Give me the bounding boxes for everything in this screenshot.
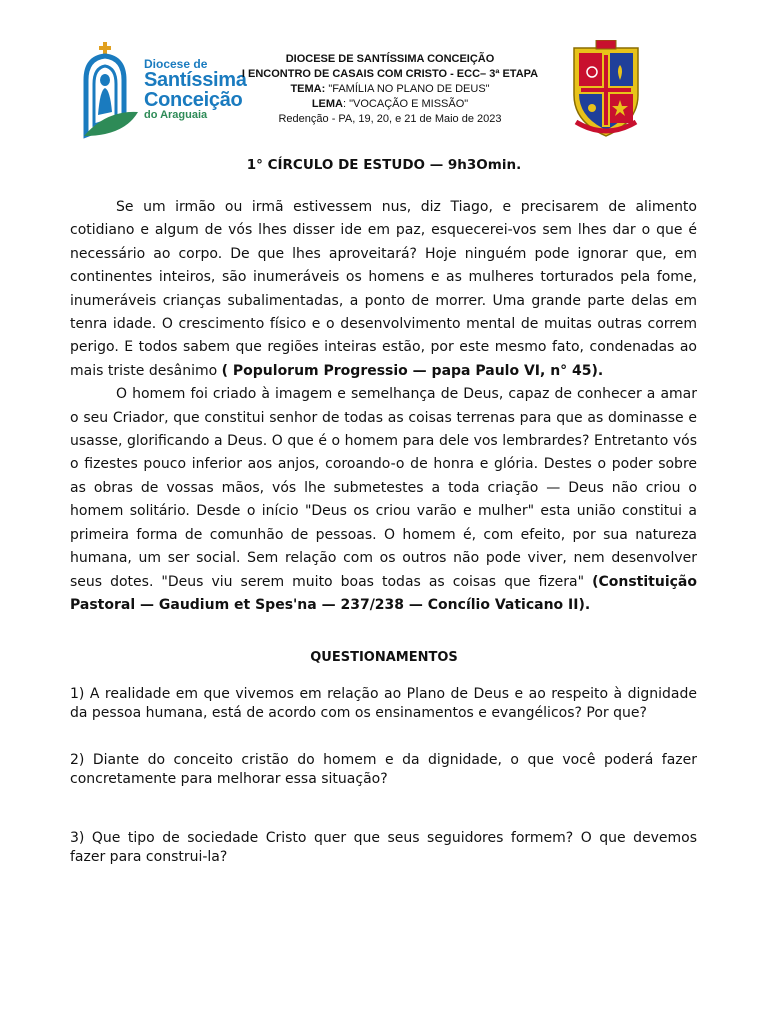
- page-title: 1° CÍRCULO DE ESTUDO — 9h3Omin.: [246, 157, 522, 173]
- tema-label: TEMA:: [290, 83, 326, 95]
- logo-line2: Santíssima: [144, 69, 247, 91]
- tema-value: "FAMÍLIA NO PLANO DE DEUS": [325, 83, 490, 95]
- lema-line: [240, 97, 540, 112]
- paragraph-text: Se um irmão ou irmã estivessem nus, diz Tiago, e precisarem de alimento cotidiano e algum de vós lhes disser ide em paz, esquecerei-vos sem lhes dar o que é necessário ao corpo. De que lhes aproveitará? Hoje ninguém pode ignorar que, em continentes inteiros, são inumeráveis os homens e as mulheres torturados pela fome, inumeráveis crianças subalimentadas, a ponto de morrer. Uma grande parte delas em tenra idade. O crescimento físico e o desenvolvimento mental de muitas outras correm perigo. E todos sabem que regiões inteiras estão, por este mesmo fato, condenadas ao mais triste desânimo: [70, 199, 697, 379]
- ecc-crest: [566, 40, 646, 140]
- study-text: [70, 196, 697, 617]
- question-3: 3) Que tipo de sociedade Cristo quer que seus seguidores formem? O que devemos fazer para construi-la?: [70, 830, 697, 865]
- place-date: Redenção - PA, 19, 20, e 21 de Maio de 2023: [278, 113, 502, 125]
- crest-shield-icon: [566, 40, 646, 140]
- event-name: I ENCONTRO DE CASAIS COM CRISTO - ECC– 3ª ETAPA: [241, 68, 539, 80]
- org-name: DIOCESE DE SANTÍSSIMA CONCEIÇÃO: [285, 53, 495, 65]
- paragraph-populorum: [70, 196, 697, 383]
- paragraph-text: O homem foi criado à imagem e semelhança de Deus, capaz de conhecer a amar o seu Criador, que constitui senhor de todas as coisas terrenas para que as dominasse e usasse, glorificando a Deus. O que é o homem para dele vos lembrardes? Entretanto vós o fizestes pouco inferior aos anjos, coroando-o de honra e glória. Destes o poder sobre as obras de vossas mãos, vós lhe submetestes a toda criação — Deus não criou o homem solitário. Desde o início "Deus os criou varão e mulher" esta união constitui a primeira forma de comunhão de pessoas. O homem é, com efeito, por sua natureza humana, um ser social. Sem relação com os outros não pode viver, nem desenvolver seus dotes. "Deus viu serem muito boas todas as coisas que fizera": [70, 386, 697, 590]
- question-2: 2) Diante do conceito cristão do homem e da dignidade, o que você poderá fazer concretamente para melhorar essa situação?: [70, 752, 697, 787]
- diocese-logo: [76, 40, 247, 140]
- question-1: 1) A realidade em que vivemos em relação ao Plano de Deus e ao respeito à dignidade da pessoa humana, está de acordo com os ensinamentos e evangélicos? Por que?: [70, 686, 697, 721]
- diocese-logo-text: [144, 58, 247, 121]
- header-text: [240, 52, 540, 127]
- logo-line1: Diocese de: [144, 57, 208, 71]
- logo-line4: do Araguaia: [144, 109, 208, 121]
- lema-value: : "VOCAÇÃO E MISSÃO": [343, 98, 469, 110]
- lema-label: LEMA: [311, 98, 343, 110]
- paragraph-gaudium: [70, 383, 697, 617]
- logo-line3: Conceição: [144, 89, 243, 111]
- citation: (Constituição Pastoral — Gaudium et Spes'na — 237/238 — Concílio Vaticano II).: [70, 573, 697, 613]
- document-header: [70, 38, 700, 148]
- tema-line: [240, 82, 540, 97]
- diocese-emblem-icon: [76, 40, 140, 140]
- questions-heading: QUESTIONAMENTOS: [310, 650, 458, 665]
- citation: ( Populorum Progressio — papa Paulo VI, n° 45).: [221, 362, 604, 379]
